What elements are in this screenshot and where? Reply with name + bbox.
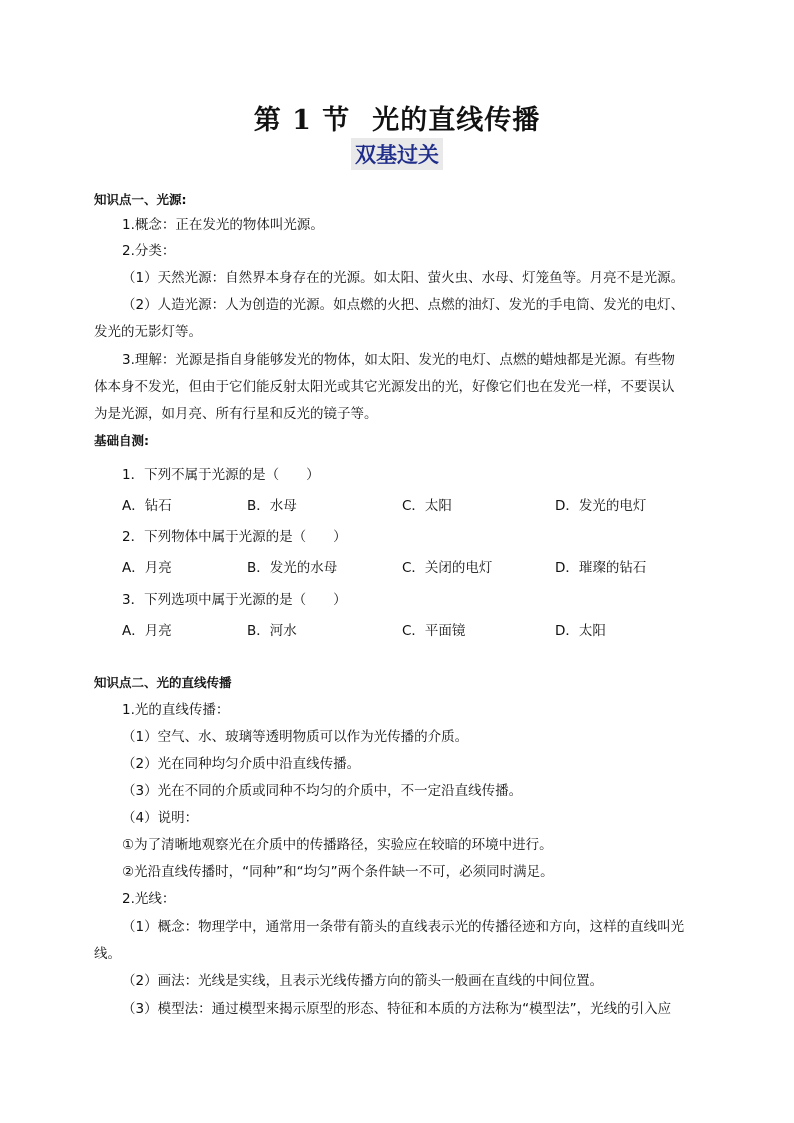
section2-line-8: 2.光线：	[122, 891, 176, 907]
section2-line-9: （1）概念：物理学中，通常用一条带有箭头的直线表示光的传播径迹和方向，这样的直线叫光	[122, 919, 685, 935]
section1-line-1: 1.概念：正在发光的物体叫光源。	[122, 217, 324, 233]
section2-line-11: （2）画法：光线是实线，且表示光线传播方向的箭头一般画在直线的中间位置。	[122, 973, 604, 989]
page-title	[0, 98, 794, 137]
question-2-option-b: B．发光的水母	[247, 560, 338, 576]
question-1: 1．下列不属于光源的是（ ）	[122, 467, 320, 483]
question-2-option-c: C．关闭的电灯	[402, 560, 493, 576]
section1-line-2: 2.分类：	[122, 243, 176, 259]
question-1-option-c: C．太阳	[402, 498, 452, 514]
section2-line-2: （1）空气、水、玻璃等透明物质可以作为光传播的介质。	[122, 729, 469, 745]
section2-line-6: ①为了清晰地观察光在介质中的传播路径，实验应在较暗的环境中进行。	[122, 837, 553, 853]
question-3: 3．下列选项中属于光源的是（ ）	[122, 592, 347, 608]
section1-line-3: （1）天然光源：自然界本身存在的光源。如太阳、萤火虫、水母、灯笼鱼等。月亮不是光源。	[122, 270, 685, 286]
quiz-heading: 基础自测:	[94, 433, 149, 448]
title-topic: 光的直线传播	[372, 105, 541, 136]
section1-line-6: 3.理解：光源是指自身能够发光的物体，如太阳、发光的电灯、点燃的蜡烛都是光源。有些物	[122, 352, 675, 368]
question-1-option-d: D．发光的电灯	[555, 498, 647, 514]
section1-heading: 知识点一、光源:	[94, 192, 187, 207]
page-subtitle: 双基过关	[351, 138, 443, 170]
question-2-option-a: A．月亮	[122, 560, 172, 576]
section1-line-4: （2）人造光源：人为创造的光源。如点燃的火把、点燃的油灯、发光的手电筒、发光的电灯、	[122, 297, 685, 313]
section1-line-5: 发光的无影灯等。	[94, 324, 202, 340]
section2-heading: 知识点二、光的直线传播	[94, 675, 232, 690]
question-3-option-a: A．月亮	[122, 623, 172, 639]
question-1-option-b: B．水母	[247, 498, 297, 514]
section2-line-7: ②光沿直线传播时，“同种”和“均匀”两个条件缺一不可，必须同时满足。	[122, 864, 554, 880]
subtitle-wrap	[0, 138, 794, 170]
question-3-option-b: B．河水	[247, 623, 297, 639]
section2-line-1: 1.光的直线传播：	[122, 702, 230, 718]
section2-line-3: （2）光在同种均匀介质中沿直线传播。	[122, 756, 361, 772]
section2-line-4: （3）光在不同的介质或同种不均匀的介质中，不一定沿直线传播。	[122, 783, 523, 799]
question-3-option-d: D．太阳	[555, 623, 606, 639]
section2-line-5: （4）说明：	[122, 810, 199, 826]
section2-line-10: 线。	[94, 946, 121, 962]
title-section-number: 第 1 节	[253, 105, 351, 136]
question-2-option-d: D．璀璨的钻石	[555, 560, 647, 576]
section1-line-8: 为是光源，如月亮、所有行星和反光的镜子等。	[94, 406, 378, 422]
section1-line-7: 体本身不发光，但由于它们能反射太阳光或其它光源发出的光，好像它们也在发光一样，不要误认	[94, 379, 675, 395]
question-2: 2．下列物体中属于光源的是（ ）	[122, 529, 347, 545]
question-1-option-a: A．钻石	[122, 498, 172, 514]
section2-line-12: （3）模型法：通过模型来揭示原型的形态、特征和本质的方法称为“模型法”，光线的引入应	[122, 1001, 672, 1017]
question-3-option-c: C．平面镜	[402, 623, 466, 639]
